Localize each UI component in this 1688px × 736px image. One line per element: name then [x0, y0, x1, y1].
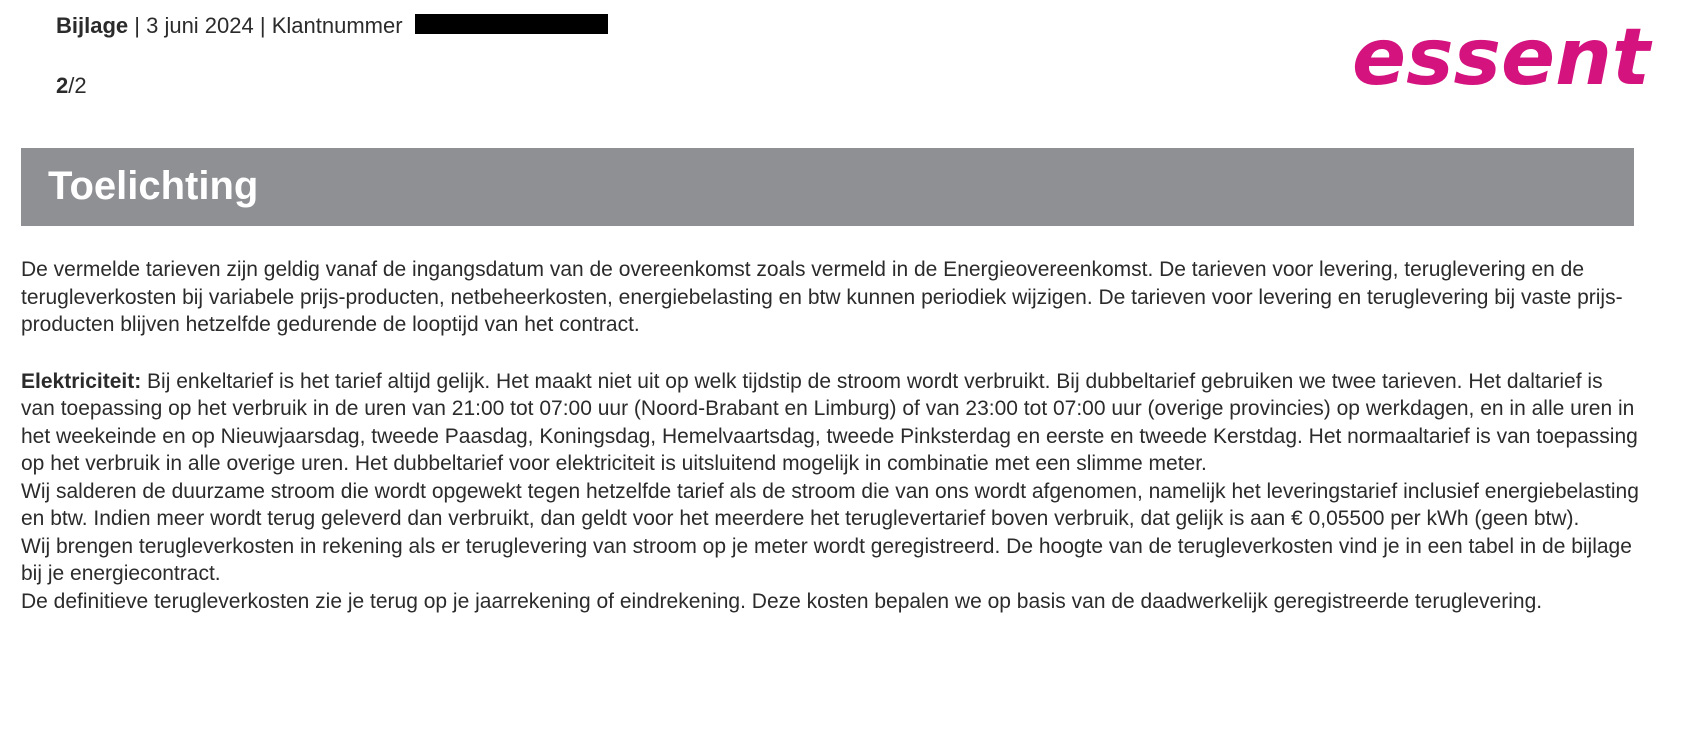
- page-total: /2: [68, 73, 87, 98]
- section-title: Toelichting: [48, 164, 259, 208]
- logo-wordmark: essent: [1352, 13, 1653, 103]
- essent-logo: [1345, 4, 1655, 104]
- page-current: 2: [56, 73, 69, 98]
- page-number: [56, 72, 87, 100]
- section-banner: [21, 148, 1634, 226]
- salderen-paragraph: Wij salderen de duurzame stroom die wordt opgewekt tegen hetzelfde tarief als de stroom die van ons wordt afgenomen, namelijk het leveringstarief inclusief energiebelasting en btw. Indien meer wordt terug geleverd dan verbruikt, dan geldt voor het meerdere het teruglevertarief boven verbruik, dat gelijk is aan € 0,05500 per kWh (geen btw).: [21, 479, 1639, 530]
- paragraph-spacer: [21, 339, 1641, 368]
- document-date: 3 juni 2024: [146, 13, 254, 38]
- customer-number-label: Klantnummer: [271, 13, 403, 38]
- header-separator: |: [253, 13, 272, 38]
- definitive-costs-paragraph: De definitieve terugleverkosten zie je terug op je jaarrekening of eindrekening. Deze kosten bepalen we op basis van de daadwerkelijk geregistreerde teruglevering.: [21, 589, 1543, 613]
- redacted-customer-number: [415, 14, 608, 34]
- terugleverkosten-paragraph: Wij brengen terugleverkosten in rekening als er teruglevering van stroom op je meter wordt geregistreerd. De hoogte van de terugleverkosten vind je in een tabel in de bijlage bij je energiecontract.: [21, 534, 1632, 585]
- electricity-text: Bij enkeltarief is het tarief altijd gelijk. Het maakt niet uit op welk tijdstip de stroom wordt verbruikt. Bij dubbeltarief gebruiken we twee tarieven. Het daltarief is van toepassing op het verbruik in de uren van 21:00 tot 07:00 uur (Noord-Brabant en Limburg) of van 23:00 tot 07:00 uur (overige provincies) op werkdagen, en in alle uren in het weekeinde en op Nieuwjaarsdag, tweede Paasdag, Koningsdag, Hemelvaartsdag, tweede Pinksterdag en eerste en tweede Kerstdag. Het normaaltarief is van toepassing op het verbruik in alle overige uren. Het dubbeltarief voor elektriciteit is uitsluitend mogelijk in combinatie met een slimme meter.: [21, 369, 1638, 475]
- doc-type-label: Bijlage: [56, 13, 129, 38]
- electricity-paragraph: [21, 368, 1641, 478]
- intro-paragraph: De vermelde tarieven zijn geldig vanaf de ingangsdatum van de overeenkomst zoals vermeld in de Energieovereenkomst. De tarieven voor levering, teruglevering en de terugleverkosten bij variabele prijs-producten, netbeheerkosten, energiebelasting en btw kunnen periodiek wijzigen. De tarieven voor levering en teruglevering bij vaste prijs-producten blijven hetzelfde gedurende de looptijd van het contract.: [21, 258, 1623, 336]
- explanation-body: [21, 256, 1641, 615]
- document-header: [56, 12, 608, 40]
- electricity-label: Elektriciteit:: [21, 369, 142, 393]
- header-separator: |: [128, 13, 147, 38]
